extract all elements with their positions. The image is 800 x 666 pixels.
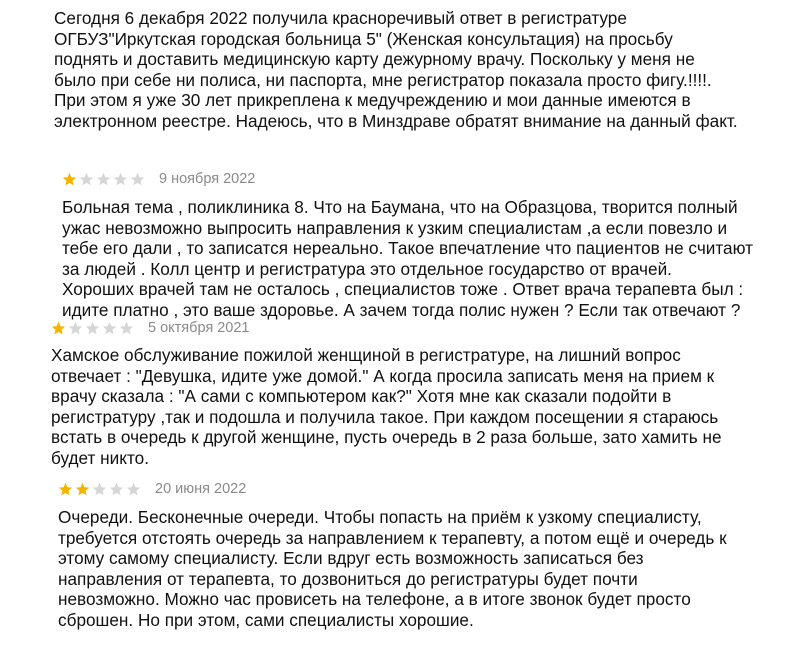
review-line: Хороших врачей там не осталось , специалистов тоже . Ответ врача терапевта был : [62, 279, 744, 300]
star-empty-icon [96, 172, 111, 187]
review-line: требуется отстоять очередь за направлением к терапевту, а потом ещё и очередь к [58, 527, 727, 548]
review-date: 9 ноября 2022 [159, 171, 256, 187]
star-empty-icon [85, 321, 100, 336]
review-line: тебе его дали , то записатся нереально. Такое впечатление что пациентов не считают [62, 238, 753, 259]
review-line: идите платно , это ваше здоровье. А зачем тогда полис нужен ? Если так отвечают ? [62, 299, 741, 320]
review-line: встать в очередь к другой женщине, пусть очередь в 2 раза больше, зато хамить не [51, 427, 722, 448]
star-empty-icon [79, 172, 94, 187]
star-empty-icon [113, 172, 128, 187]
review-line: врачу сказала : "А сами с компьютером как?" Хотя мне как сказали подойти в [51, 386, 672, 407]
review-line: электронном реестре. Надеюсь, что в Минздраве обратят внимание на данный факт. [54, 110, 738, 131]
star-empty-icon [68, 321, 83, 336]
review-line: будет никто. [51, 447, 149, 468]
star-filled-icon [58, 482, 73, 497]
review-text [58, 507, 727, 631]
star-empty-icon [92, 482, 107, 497]
review-line: было при себе ни полиса, ни паспорта, мне регистратор показала просто фигу.!!!!. [54, 69, 712, 90]
review-date: 5 октября 2021 [148, 320, 250, 336]
star-empty-icon [126, 482, 141, 497]
review-line: Сегодня 6 декабря 2022 получила красноречивый ответ в регистратуре [54, 8, 627, 28]
review-line: Больная тема , поликлиника 8. Что на Баумана, что на Образцова, творится полный [62, 197, 738, 217]
review-line: невозможно. Можно час провисеть на телефоне, а в итоге звонок будет просто [58, 589, 691, 610]
review-meta [62, 169, 255, 189]
review-line: направления от терапевта, то дозвониться до регистратуры будет почти [58, 568, 638, 589]
review-line: сброшен. Но при этом, сами специалисты хорошие. [58, 609, 474, 630]
review-line: этому самому специалисту. Если вдруг есть возможность записаться без [58, 548, 644, 569]
review-text [51, 345, 722, 469]
star-empty-icon [102, 321, 117, 336]
star-empty-icon [109, 482, 124, 497]
review-line: поднять и доставить медицинскую карту дежурному врачу. Поскольку у меня не [54, 49, 695, 70]
review-line: Очереди. Бесконечные очереди. Чтобы попасть на приём к узкому специалисту, [58, 507, 702, 527]
review-line: При этом я уже 30 лет прикреплена к медучреждению и мои данные имеются в [54, 90, 691, 111]
rating-stars [51, 321, 134, 336]
review-line: ужас невозможно выпросить направления к узким специалистам ,а если повезло и [62, 217, 728, 238]
star-filled-icon [62, 172, 77, 187]
review-text [54, 8, 738, 132]
review-line: ОГБУЗ"Иркутская городская больница 5" (Женская консультация) на просьбу [54, 28, 673, 49]
star-filled-icon [51, 321, 66, 336]
review-line: регистратуру ,так и подошла и получила такое. При каждом посещении я стараюсь [51, 406, 719, 427]
rating-stars [58, 482, 141, 497]
review-text [62, 197, 753, 321]
star-empty-icon [130, 172, 145, 187]
review-meta [51, 318, 250, 338]
review-meta [58, 479, 246, 499]
rating-stars [62, 172, 145, 187]
review-line: Хамское обслуживание пожилой женщиной в регистратуре, на лишний вопрос [51, 345, 681, 365]
review-line: отвечает : "Девушка, идите уже домой." А когда просила записать меня на прием к [51, 365, 715, 386]
star-empty-icon [119, 321, 134, 336]
review-date: 20 июня 2022 [155, 481, 247, 497]
review-line: за людей . Колл центр и регистратура это отдельное государство от врачей. [62, 258, 672, 279]
star-filled-icon [75, 482, 90, 497]
